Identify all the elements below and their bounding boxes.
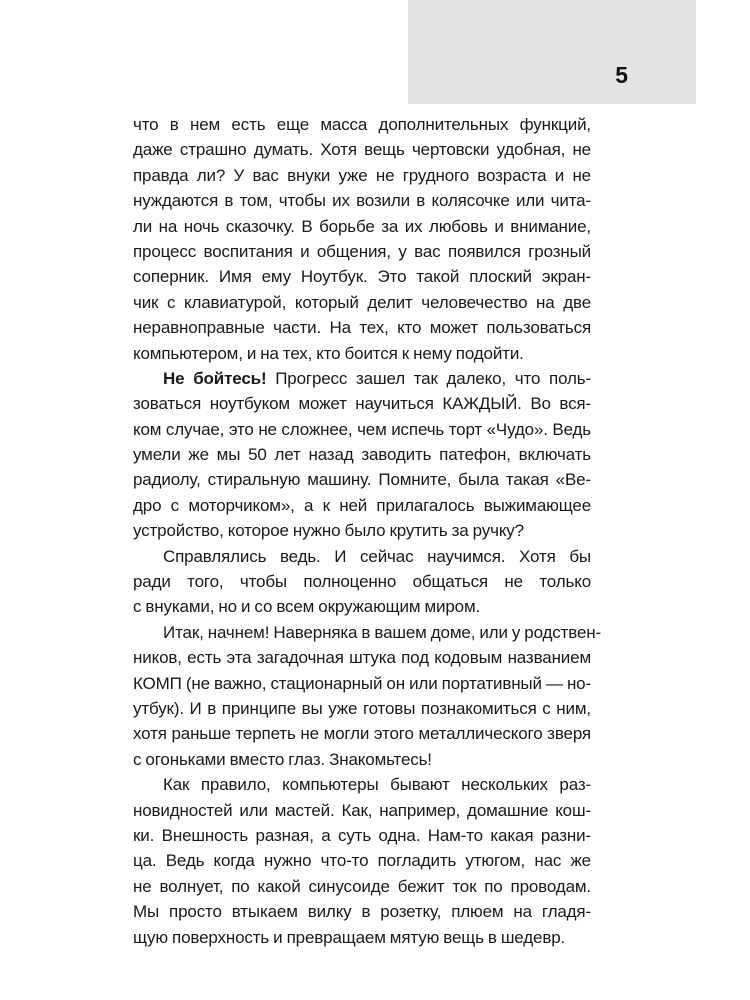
page-number: 5 xyxy=(615,62,628,88)
text-line xyxy=(133,366,591,391)
text-line: новидностей или мастей. Как, например, домашние кош- xyxy=(133,800,591,820)
text-line: чик с клавиатурой, который делит человечество на две xyxy=(133,292,591,312)
text-line: неравноправные части. На тех, кто может пользоваться xyxy=(133,318,591,338)
page-number-box xyxy=(408,0,696,104)
text-line: устройство, которое нужно было крутить за ручку? xyxy=(133,521,524,541)
text-fragment: Прогресс зашел так далеко, что поль- xyxy=(266,368,591,388)
text-line: КОМП (не важно, стационарный он или портативный — но- xyxy=(133,673,591,693)
text-line: не волнует, по какой синусоиде бежит ток по проводам. xyxy=(133,876,591,896)
text-body xyxy=(133,112,602,950)
text-line: что в нем есть еще масса дополнительных функций, xyxy=(133,115,591,134)
text-line: хотя раньше терпеть не могли этого металлического зверя xyxy=(133,724,591,744)
text-line: радиолу, стиральную машину. Помните, была такая «Ве- xyxy=(133,470,591,490)
text-line: процесс воспитания и общения, у вас появился грозный xyxy=(133,241,591,261)
text-line: дро с моторчиком», а к ней прилагалось выжимающее xyxy=(133,495,591,515)
text-line: даже страшно думать. Хотя вещь чертовски удобная, не xyxy=(133,140,591,160)
text-line: зоваться ноутбуком может научиться КАЖДЫЙ. Во вся- xyxy=(133,394,591,414)
text-line: ца. Ведь когда нужно что-то погладить утюгом, нас же xyxy=(133,851,591,871)
text-line: нуждаются в том, чтобы их возили в колясочке или чита- xyxy=(133,191,591,211)
text-line: компьютером, и на тех, кто боится к нему подойти. xyxy=(133,343,524,363)
text-line: ников, есть эта загадочная штука под кодовым названием xyxy=(133,648,591,668)
text-line: ком случае, это не сложнее, чем испечь торт «Чудо». Ведь xyxy=(133,419,591,439)
text-line: Итак, начнем! Наверняка в вашем доме, или у родствен- xyxy=(163,622,602,642)
bold-lead-phrase: Не бойтесь! xyxy=(163,368,267,388)
text-line: умели же мы 50 лет назад заводить патефон, включать xyxy=(133,445,591,465)
text-line: Мы просто втыкаем вилку в розетку, плюем на гладя- xyxy=(133,902,591,922)
text-line: правда ли? У вас внуки уже не грудного возраста и не xyxy=(133,165,591,185)
text-line: щую поверхность и превращаем мятую вещь в шедевр. xyxy=(133,927,566,947)
text-line: с внуками, но и со всем окружающим миром. xyxy=(133,597,481,617)
text-line: ки. Внешность разная, а суть одна. Нам-то какая разни- xyxy=(133,825,591,845)
text-line: ради того, чтобы полноценно общаться не только xyxy=(133,572,591,592)
text-line: Справлялись ведь. И сейчас научимся. Хотя бы xyxy=(163,546,591,566)
text-line: соперник. Имя ему Ноутбук. Это такой плоский экран- xyxy=(133,267,591,287)
text-line: ли на ночь сказочку. В борьбе за их любовь и внимание, xyxy=(133,216,591,236)
text-line: Как правило, компьютеры бывают нескольких раз- xyxy=(163,775,591,795)
text-line: с огоньками вместо глаз. Знакомьтесь! xyxy=(133,749,432,769)
text-line: утбук). И в принципе вы уже готовы познакомиться с ним, xyxy=(133,698,591,718)
